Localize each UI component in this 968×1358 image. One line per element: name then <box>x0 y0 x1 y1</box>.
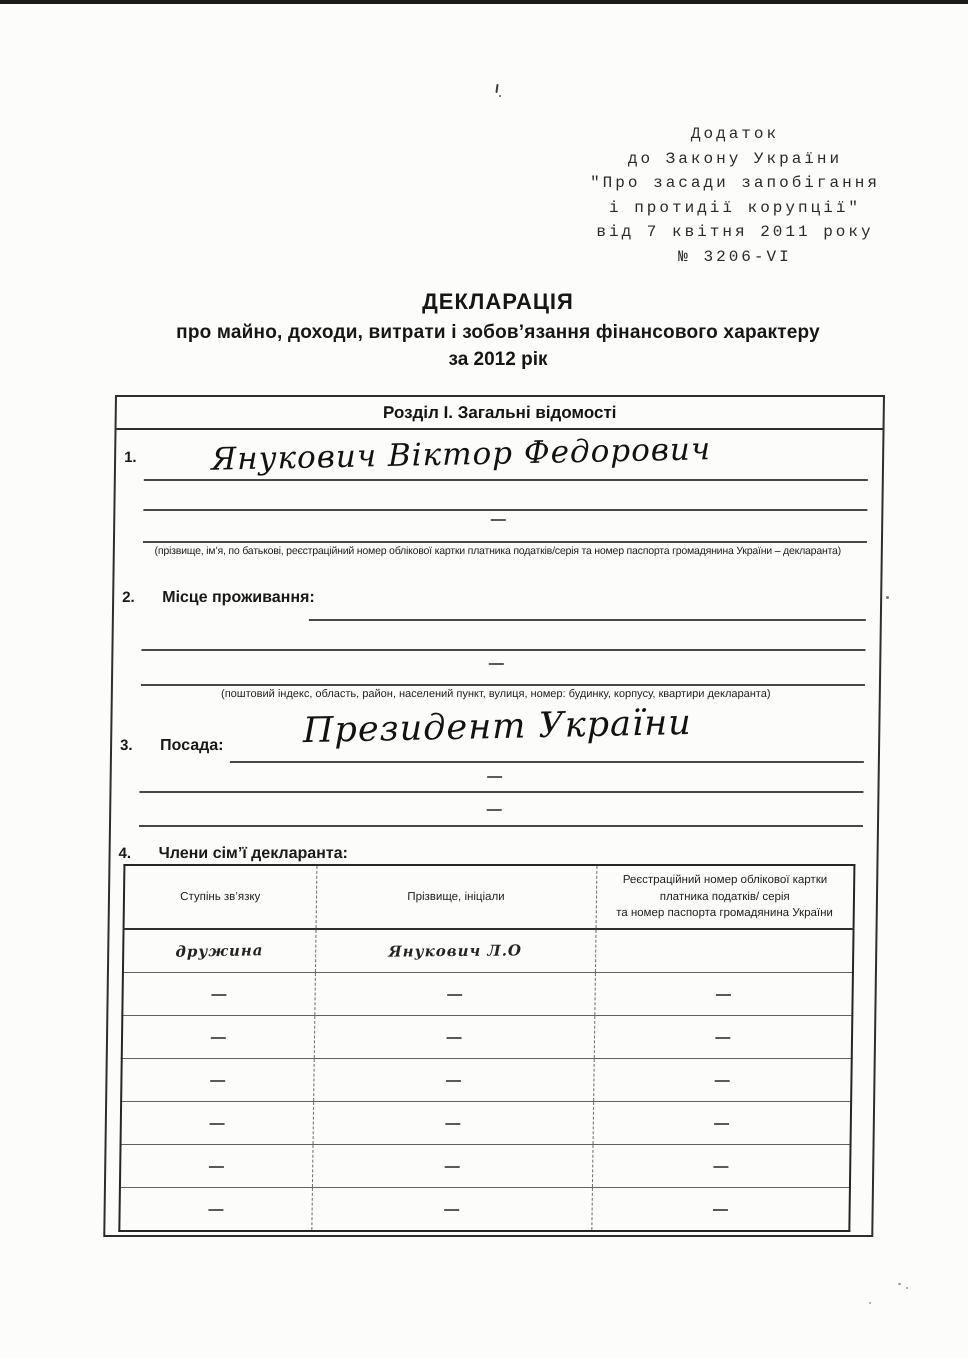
law-annex-reference <box>552 122 918 269</box>
annex-line: до Закону України <box>627 149 843 168</box>
table-row <box>121 1102 852 1145</box>
writing-line <box>143 541 867 543</box>
item-4-number: 4. <box>118 845 132 862</box>
registration-cell: — <box>594 973 853 1016</box>
name-cell: — <box>314 973 595 1016</box>
annex-line: "Про засади запобігання <box>590 174 880 192</box>
declarant-name-handwritten: Янукович Віктор Федорович <box>211 431 712 478</box>
column-header-registration <box>596 865 855 929</box>
registration-cell: — <box>593 1102 852 1145</box>
relation-cell: — <box>121 1059 314 1102</box>
item-2-number: 2. <box>122 589 135 606</box>
registration-header-line: та номер паспорта громадянина України <box>616 907 833 920</box>
registration-cell: — <box>594 1016 853 1059</box>
item-3-number: 3. <box>119 737 133 754</box>
name-cell: — <box>314 1016 595 1059</box>
registration-cell: — <box>593 1059 852 1102</box>
table-row <box>123 929 854 973</box>
scan-artifact <box>869 1302 871 1304</box>
table-row <box>122 973 853 1016</box>
declaration-title <box>14 289 968 371</box>
scan-artifact-top-bar <box>0 0 968 4</box>
scan-artifact <box>906 1287 908 1289</box>
residence-label: Місце проживання: <box>162 589 315 606</box>
declaration-year: за 2012 рік <box>448 349 548 370</box>
column-header-relation: Ступінь зв’язку <box>124 865 317 929</box>
registration-header-line: Реєстраційний номер облікової картки <box>622 873 828 886</box>
annex-line: від 7 квітня 2011 року <box>596 223 874 241</box>
section-header: Розділ І. Загальні відомості <box>117 397 883 430</box>
name-cell: — <box>313 1102 594 1145</box>
scan-artifact <box>898 1283 901 1285</box>
writing-line <box>230 761 864 763</box>
name-cell: Янукович Л.О <box>315 928 595 974</box>
registration-header-line: платника податків/ серія <box>659 890 790 903</box>
empty-field-dash: — <box>490 511 506 528</box>
writing-line <box>141 649 865 651</box>
item-1-footnote: (прізвище, ім’я, по батькові, реєстраційний номер облікової картки платника податків/серія та номер паспорта громадянина України – декларанта) <box>154 545 842 557</box>
annex-line: Додаток <box>690 125 780 143</box>
name-cell: — <box>312 1145 593 1188</box>
registration-cell <box>595 929 854 973</box>
table-row <box>121 1059 852 1102</box>
writing-line <box>139 825 863 827</box>
table-header-row <box>124 865 855 929</box>
position-label: Посада: <box>159 737 224 754</box>
empty-field-dash: — <box>488 655 504 672</box>
table-row <box>119 1188 850 1232</box>
empty-field-dash: — <box>487 768 503 785</box>
relation-cell: — <box>120 1145 313 1188</box>
item-2-footnote: (поштовий індекс, область, район, населений пункт, вулиця, номер: будинку, корпусу, квартири декларанта) <box>221 688 771 700</box>
relation-cell: — <box>122 1016 315 1059</box>
column-header-name: Прізвище, ініціали <box>316 865 597 929</box>
name-cell: — <box>311 1188 592 1232</box>
relation-cell: — <box>122 973 315 1016</box>
scan-artifact <box>499 95 501 97</box>
table-row <box>120 1145 851 1188</box>
empty-field-dash: — <box>486 801 502 818</box>
registration-cell: — <box>591 1188 850 1232</box>
family-members-label: Члени сім’ї декларанта: <box>158 845 349 862</box>
item-1-number: 1. <box>124 449 137 466</box>
family-members-table <box>118 864 855 1232</box>
registration-cell: — <box>592 1145 851 1188</box>
page-subtitle: про майно, доходи, витрати і зобов’язання фінансового характеру <box>176 322 820 343</box>
annex-line: № 3206-VI <box>678 247 792 266</box>
writing-line <box>139 791 863 793</box>
writing-line <box>144 479 868 481</box>
writing-line <box>141 684 865 686</box>
writing-line <box>309 619 866 621</box>
table-row <box>122 1016 853 1059</box>
relation-cell: — <box>121 1102 314 1145</box>
annex-line: і протидії корупції" <box>608 198 862 217</box>
name-cell: — <box>313 1059 594 1102</box>
section-1-form <box>103 395 885 1237</box>
page-title: ДЕКЛАРАЦІЯ <box>422 289 574 314</box>
scan-artifact <box>495 84 498 93</box>
relation-cell: дружина <box>123 927 315 974</box>
position-handwritten: Президент України <box>302 702 692 752</box>
scan-artifact <box>886 596 889 599</box>
relation-cell: — <box>119 1188 312 1232</box>
